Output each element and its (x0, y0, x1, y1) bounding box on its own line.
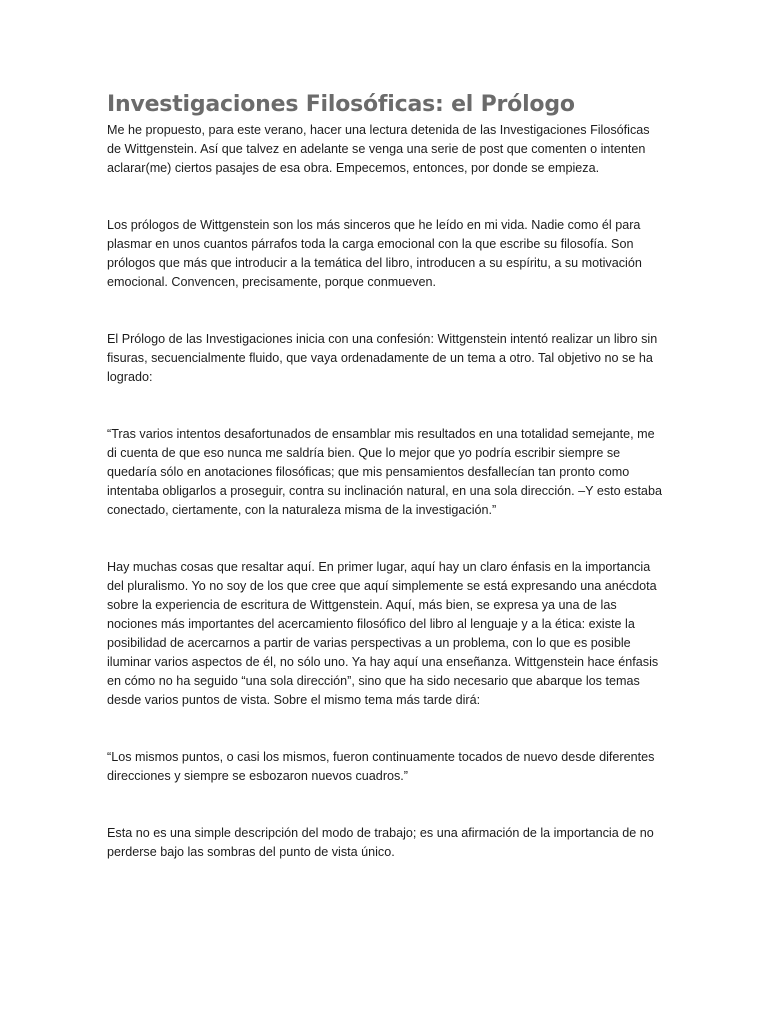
paragraph-intro: Me he propuesto, para este verano, hacer una lectura detenida de las Investigaciones Filosóficas de Wittgenstein. Así que talvez en adelante se venga una serie de post que comenten o intenten aclarar(me) ciertos pasajes de esa obra. Empecemos, entonces, por donde se empieza. (107, 123, 650, 175)
paragraph-confession: El Prólogo de las Investigaciones inicia con una confesión: Wittgenstein intentó realizar un libro sin fisuras, secuencialmente fluido, que vaya ordenadamente de un tema a otro. Tal objetivo no se ha logrado: (107, 332, 658, 384)
paragraph-pluralism: Hay muchas cosas que resaltar aquí. En primer lugar, aquí hay un claro énfasis en la importancia del pluralismo. Yo no soy de los que cree que aquí simplemente se está expresando una anécdota sobre la experiencia de escritura de Wittgenstein. Aquí, más bien, se expresa ya una de las nociones más importantes del acercamiento filosófico del libro al lenguaje y a la ética: existe la posibilidad de acercarnos a partir de varias perspectivas a un problema, con lo que es posible iluminar varios aspectos de él, no sólo uno. Ya hay aquí una enseñanza. Wittgenstein hace énfasis en cómo no ha seguido “una sola dirección”, sino que ha sido necesario que abarque los temas desde varios puntos de vista. Sobre el mismo tema más tarde dirá: (107, 560, 659, 707)
quote-first: “Tras varios intentos desafortunados de ensamblar mis resultados en una totalidad semejante, me di cuenta de que eso nunca me saldría bien. Que lo mejor que yo podría escribir siempre se quedaría sólo en anotaciones filosóficas; que mis pensamientos desfallecían tan pronto como intentaba obligarlos a proseguir, contra su inclinación natural, en una sola dirección. –Y esto estaba conectado, ciertamente, con la naturaleza misma de la investigación.” (107, 427, 662, 517)
article (107, 90, 665, 862)
quote-second: “Los mismos puntos, o casi los mismos, fueron continuamente tocados de nuevo desde diferentes direcciones y siempre se esbozaron nuevos cuadros.” (107, 750, 655, 783)
paragraph-prologues: Los prólogos de Wittgenstein son los más sinceros que he leído en mi vida. Nadie como él para plasmar en unos cuantos párrafos toda la carga emocional con la que escribe su filosofía. Son prólogos que más que introducir a la temática del libro, introducen a su espíritu, a su motivación emocional. Convencen, precisamente, porque conmueven. (107, 218, 642, 289)
article-title: Investigaciones Filosóficas: el Prólogo (107, 92, 575, 117)
paragraph-conclusion: Esta no es una simple descripción del modo de trabajo; es una afirmación de la importancia de no perderse bajo las sombras del punto de vista único. (107, 826, 654, 859)
